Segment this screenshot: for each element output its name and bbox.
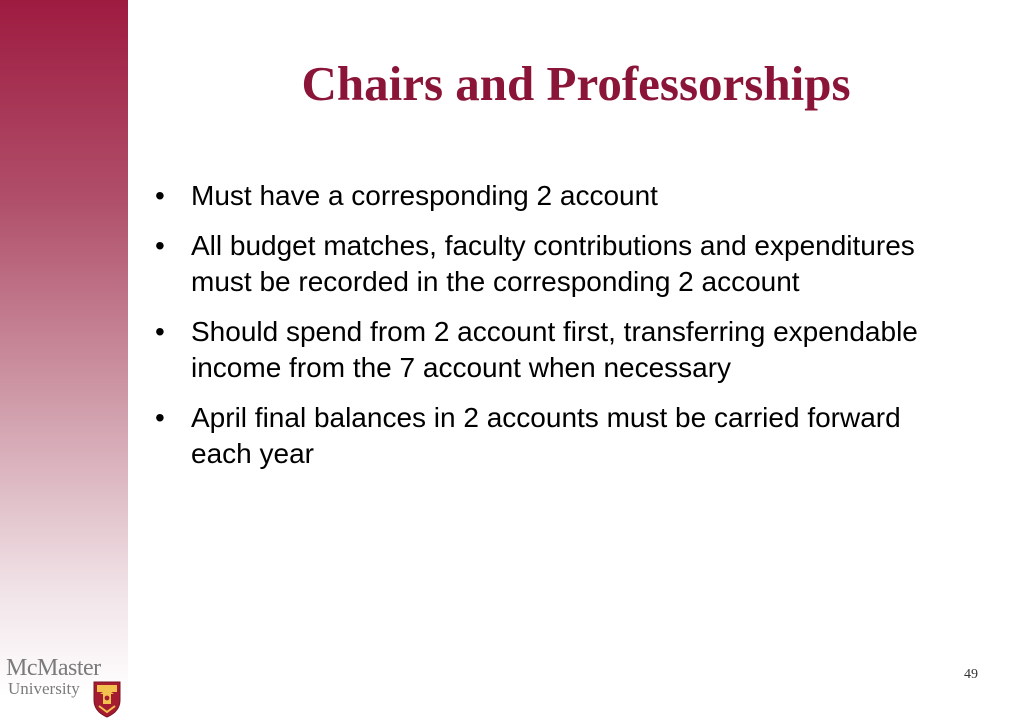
bullet-dot-icon: • [155,402,165,433]
sidebar-gradient [0,0,128,724]
bullet-item [155,314,955,386]
page-number: 49 [964,667,978,682]
bullet-text: Should spend from 2 account first, transferring expendable income from the 7 account when necessary [191,316,918,383]
bullet-item [155,178,955,214]
bullet-text: April final balances in 2 accounts must be carried forward each year [191,402,901,469]
bullet-item [155,228,955,300]
logo-subtitle: University [8,679,80,698]
bullet-item [155,400,955,472]
slide-title: Chairs and Professorships [301,56,851,111]
logo-name: McMaster [6,655,101,681]
bullet-list [155,178,955,486]
bullet-text: Must have a corresponding 2 account [191,180,658,211]
bullet-dot-icon: • [155,230,165,261]
bullet-text: All budget matches, faculty contributions and expenditures must be recorded in the corresponding 2 account [191,230,915,297]
bullet-dot-icon: • [155,180,165,211]
mcmaster-logo [6,654,124,720]
bullet-dot-icon: • [155,316,165,347]
mcmaster-crest-icon [92,680,122,718]
